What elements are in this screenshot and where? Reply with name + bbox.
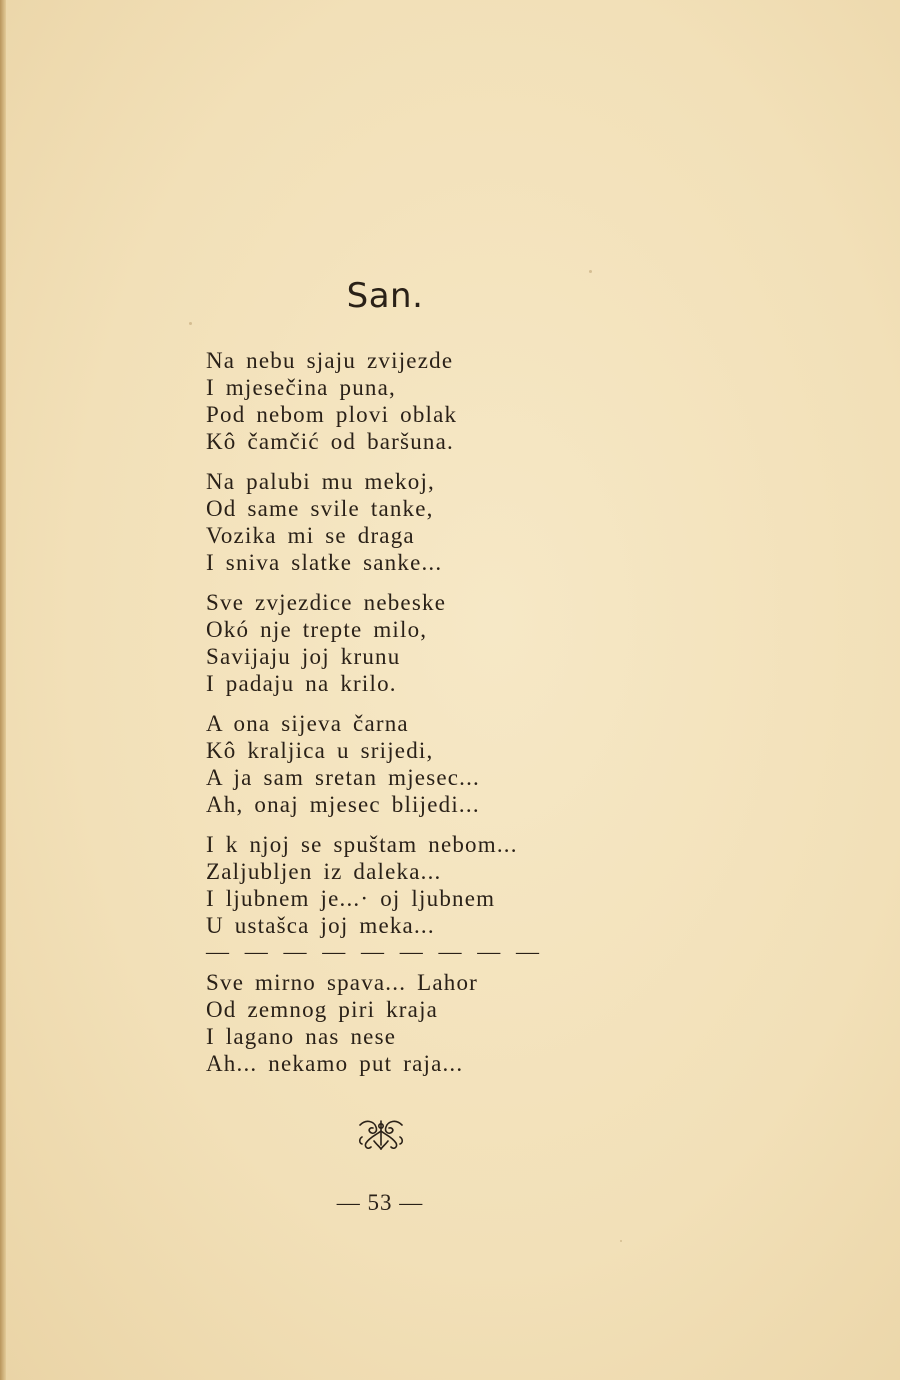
dash-separator: — — — — — — — — —	[206, 939, 542, 964]
verse-line: Okó nje trepte milo,	[206, 617, 428, 642]
stanza-5	[206, 831, 606, 939]
verse-line: Sve mirno spava... Lahor	[206, 970, 479, 995]
verse-line: Ah, onaj mjesec blijedi...	[206, 792, 480, 817]
verse-line: I ljubnem je...· oj ljubnem	[206, 886, 496, 911]
verse-line: Od zemnog piri kraja	[206, 997, 439, 1022]
verse-line: U ustašca joj meka...	[206, 913, 435, 938]
verse-line: I mjesečina puna,	[206, 375, 396, 400]
stanza-4	[206, 710, 606, 818]
verse-line: Na nebu sjaju zvijezde	[206, 348, 454, 373]
verse-line: I padaju na krilo.	[206, 671, 397, 696]
verse-line: Vozika mi se draga	[206, 523, 415, 548]
stanza-1	[206, 347, 606, 455]
page-edge	[0, 0, 6, 1380]
verse-line: A ona sijeva čarna	[206, 711, 409, 736]
page-number: — 53 —	[336, 1190, 424, 1215]
verse-line: Od same svile tanke,	[206, 496, 434, 521]
stanza-2	[206, 468, 606, 576]
verse-line: Ah... nekamo put raja...	[206, 1051, 464, 1076]
verse-line: Kô čamčić od baršuna.	[206, 429, 454, 454]
stanza-6	[206, 969, 606, 1077]
poem-title: San.	[346, 276, 424, 316]
verse-line: Na palubi mu mekoj,	[206, 469, 435, 494]
poem-body	[206, 347, 606, 1090]
stanza-3	[206, 589, 606, 697]
verse-line: Sve zvjezdice nebeske	[206, 590, 447, 615]
paper-spot	[189, 322, 192, 325]
verse-line: I sniva slatke sanke...	[206, 550, 443, 575]
floral-ornament-icon	[356, 1117, 406, 1153]
verse-line: Pod nebom plovi oblak	[206, 402, 458, 427]
verse-line: Kô kraljica u srijedi,	[206, 738, 434, 763]
paper-spot	[620, 1240, 622, 1242]
verse-line: I k njoj se spuštam nebom...	[206, 832, 518, 857]
verse-line: A ja sam sretan mjesec...	[206, 765, 481, 790]
verse-line: Zaljubljen iz daleka...	[206, 859, 442, 884]
paper-spot	[589, 270, 592, 273]
verse-line: Savijaju joj krunu	[206, 644, 401, 669]
verse-line: I lagano nas nese	[206, 1024, 397, 1049]
